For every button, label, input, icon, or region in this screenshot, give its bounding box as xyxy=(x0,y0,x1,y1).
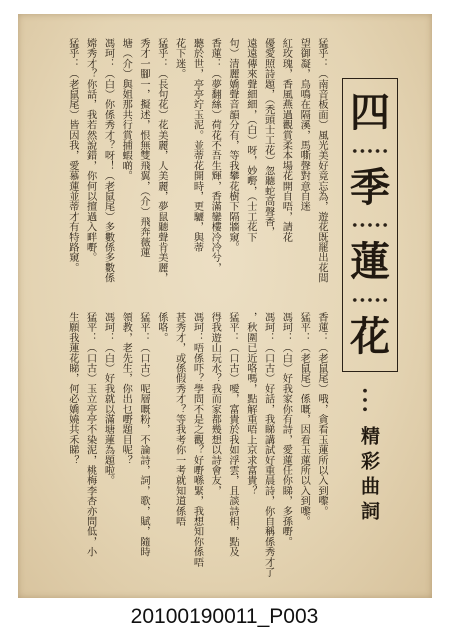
title-char: 花 xyxy=(350,312,390,360)
subtitle: 精彩曲詞 xyxy=(358,426,380,526)
lyric-column: 馮珂：（白）好我家你有詩，愛蓮任你睇，多孫嘢。 xyxy=(280,312,292,547)
lyric-column: 句）清麗嬌聲音韻分有，等我攀花樹下隔牆窺。 xyxy=(227,38,239,253)
lyric-column: 馮珂：（白）你係秀才？呀！（老鼠尾）多數係多數係 xyxy=(102,38,114,283)
lyric-column: 馮珂：（白）好我就以滿塘蓮為題啦。 xyxy=(102,312,114,486)
title-char: 季 xyxy=(350,163,390,211)
lyric-column: 嫦秀才？你話，我若然說錯，你何以擅過入畔嘢。 xyxy=(84,38,96,263)
lyric-column: 香蓮：（老鼠尾）哦，貪看玉蓮所以入到嚟。 xyxy=(316,312,327,516)
lyric-column: 望御凝，鳥鳴在隔溪，馬嘶聲對意自迷 xyxy=(298,38,310,212)
lyric-column: 猛平：（老鼠尾）係嘅，因看玉蓮所以入到嚟。 xyxy=(298,312,310,527)
lyric-column: 紅玫瑰，香風燕過觀賞柔本場花開自唔，請花 xyxy=(280,38,292,242)
lyric-column: 塘（介）與姐那共行賞捕蝦啲。 xyxy=(120,38,132,181)
lyric-column: 花下迷。 xyxy=(173,38,185,79)
lyric-column: 猛平：（口古）呢層嘅粉，不論詩，詞，歌，賦，隨時 xyxy=(138,312,150,557)
lyric-column: 遠遠傳來聲細細，（白）呀，妙嘢，（士工花下 xyxy=(244,38,256,242)
ornament-dots-icon xyxy=(351,297,389,303)
decorative-dots-icon xyxy=(362,386,368,414)
lyrics-bottom-section xyxy=(62,312,330,584)
document-page xyxy=(18,14,432,598)
title-box xyxy=(342,78,398,372)
lyric-column: 猛平：（口古）玉立亭亭不染泥，桃梅李杏亦問低，小 xyxy=(84,312,96,557)
lyric-column: 優愛照詩題，（禿頭士工花）忽聽蛇高聲香， xyxy=(262,38,274,237)
lyric-column: 生願我蓮花睇，何必嬌嬈共禾睇？ xyxy=(66,312,78,465)
lyric-column: 秀才一腳一，擬述，恨無雙飛翼，（介）飛奔薇蓮 xyxy=(138,38,150,258)
lyric-column: 猛平：（口古）噯，富貴於我如浮雲，且談詩相，點及 xyxy=(227,312,239,557)
lyric-column: 猛乎：（長句花）花美麗，人美麗，夢鼠聽聲肯美麗， xyxy=(155,38,167,283)
lyric-column: 聽於世，亭亭竚玉泥。並蒂花開時，更驪，與蒂 xyxy=(191,38,203,253)
lyric-column: 係咯。 xyxy=(155,312,167,343)
lyric-column: 甚秀才，或係假秀才？等我考你一考就知道係唔 xyxy=(173,312,185,527)
title-char: 四 xyxy=(350,89,390,137)
lyric-column: 馮珂：唔係吓？學問不是之觀？好嘢喺緊，我想知你係唔 xyxy=(191,312,203,567)
image-caption: 20100190011_P003 xyxy=(130,605,319,628)
lyric-column: 得我遊山玩水？我而家都幾想以詩會友， xyxy=(209,312,221,496)
lyric-column: 猛乎：（南音板面）風光美好竟忘為，遊花既罷出花間 xyxy=(316,38,327,283)
ornament-dots-icon xyxy=(351,148,389,154)
title-char: 蓮 xyxy=(350,238,390,286)
ornament-dots-icon xyxy=(351,222,389,228)
lyric-column: 香蓮：（夢翻絲）荷花不吾生輝，香滿鑾樓冷冷兮， xyxy=(209,38,221,273)
lyric-column: 領教，老先生，你出乜嘢題目呢？ xyxy=(120,312,132,465)
lyric-column: 猛乎：（老鼠尾）皆因我，愛慕蓮並蒂才有特路窺。 xyxy=(66,38,78,273)
lyrics-top-section xyxy=(62,38,330,296)
lyric-column: ，秋圍已近咯嗎，點解重唔上京求富貴？ xyxy=(244,312,256,496)
lyric-column: 馮珂：（口古）好話，我睇講試好重晨詩，你自稱係秀才了 xyxy=(262,312,274,578)
